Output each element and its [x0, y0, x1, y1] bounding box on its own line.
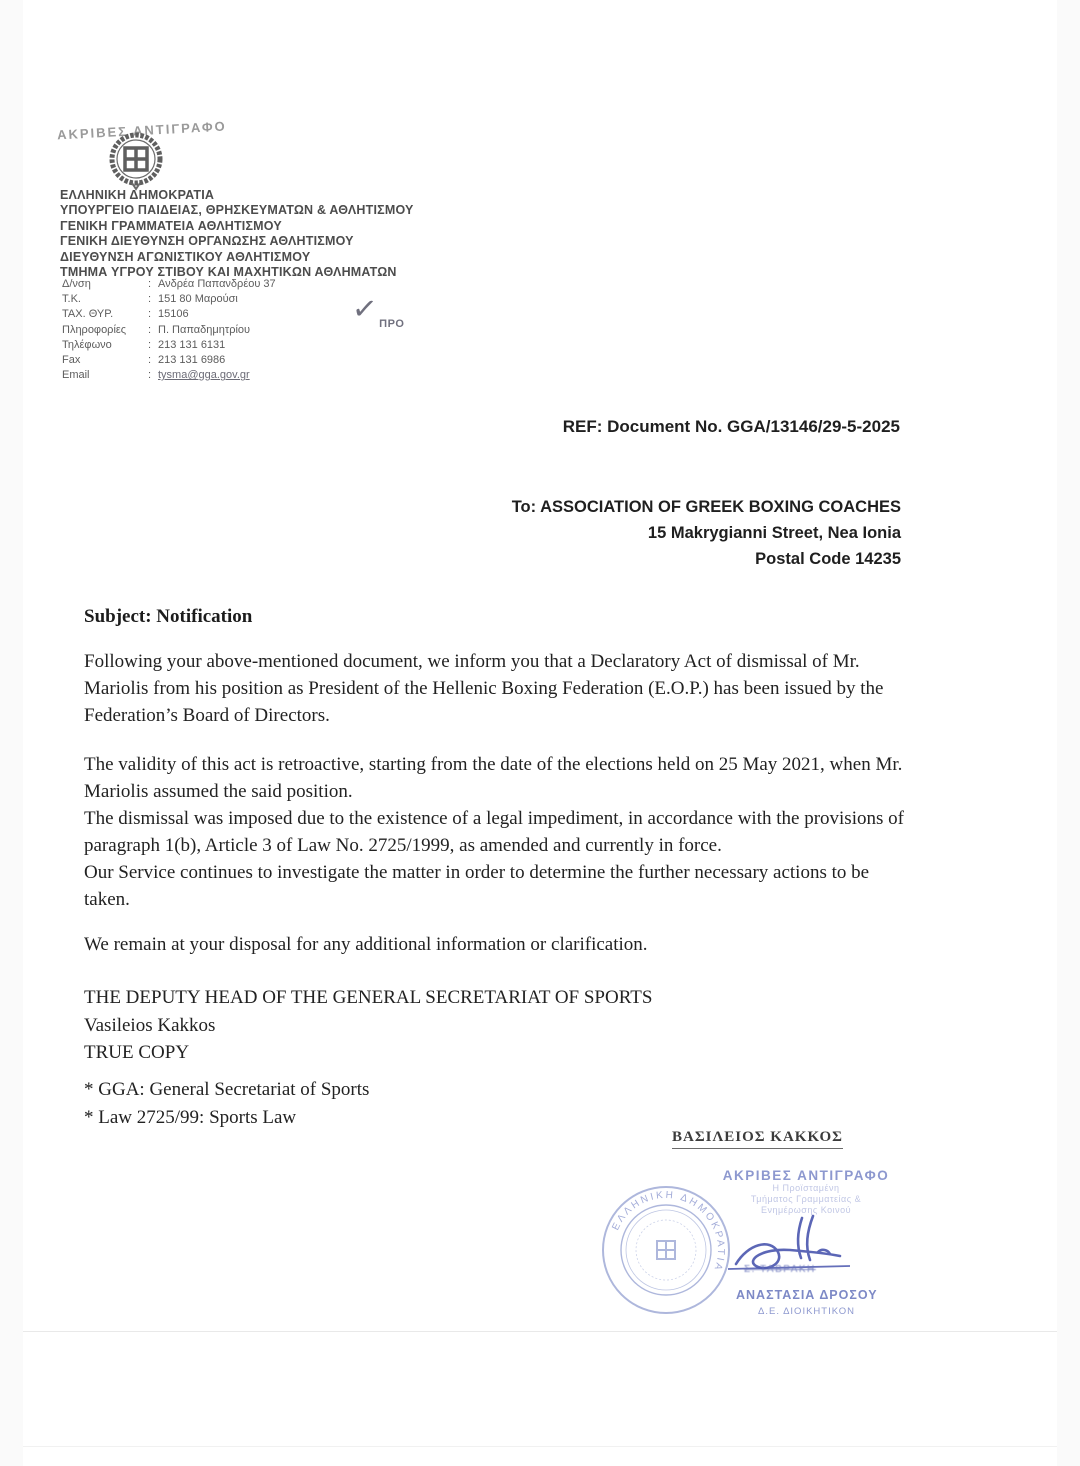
stamp-line: Τμήματος Γραμματείας &: [750, 1194, 862, 1204]
contact-label: ΤΑΧ. ΘΥΡ.: [62, 308, 114, 321]
contact-value: 15106: [158, 308, 189, 321]
scan-artifact-line: [23, 1331, 1057, 1332]
signoff-block: [84, 984, 652, 1067]
signatory-name-caps: ΒΑΣΙΛΕΙΟΣ ΚΑΚΚΟΣ: [672, 1129, 843, 1149]
body-paragraph: Our Service continues to investigate the matter in order to determine the further necessary actions to be taken.: [84, 862, 870, 910]
recipient-line: Postal Code 14235: [755, 549, 901, 568]
footnote: * Law 2725/99: Sports Law: [84, 1106, 297, 1128]
contact-label: Τ.Κ.: [62, 293, 81, 306]
contact-value: Ανδρέα Παπανδρέου 37: [158, 278, 276, 290]
contact-label: Email: [62, 369, 90, 382]
round-official-seal-icon: [596, 1180, 736, 1325]
footnotes: [84, 1076, 369, 1131]
signoff-true-copy: TRUE COPY: [84, 1042, 190, 1063]
certifying-officer-name: ΑΝΑΣΤΑΣΙΑ ΔΡΟΣΟΥ: [736, 1288, 878, 1302]
contact-value: 151 80 Μαρούσι: [158, 293, 238, 306]
struck-through-name: Σ. ΤΑΒΡΑΚΗ: [744, 1264, 816, 1275]
org-line: ΓΕΝΙΚΗ ΓΡΑΜΜΑΤΕΙΑ ΑΘΛΗΤΙΣΜΟΥ: [60, 218, 282, 233]
handwritten-signature: [718, 1212, 868, 1297]
contact-label: Τηλέφωνο: [62, 338, 112, 351]
reference-number: REF: Document No. GGA/13146/29-5-2025: [562, 417, 900, 436]
seal-circular-text: ΕΛΛΗΝΙΚΗ ΔΗΜΟΚΡΑΤΙΑ: [610, 1189, 727, 1274]
recipient-line: To: ASSOCIATION OF GREEK BOXING COACHES: [511, 498, 901, 516]
stamp-line: Ενημέρωσης Κοινού: [760, 1205, 852, 1215]
body-paragraph: Following your above-mentioned document, we inform you that a Declaratory Act of dismissal of Mr. Mariolis from his position as President of the Hellenic Boxing Federation (E.O.P.) has been issued by the Federation’s Board of Directors.: [84, 651, 884, 726]
recipient-line: 15 Makrygianni Street, Nea Ionia: [647, 523, 901, 542]
contact-row: Email : tysma@gga.gov.gr: [62, 368, 276, 383]
contact-row: Δ/νση : Ανδρέα Παπανδρέου 37: [62, 277, 276, 292]
recipient-address: [512, 495, 901, 572]
contact-row: Τ.Κ. : 151 80 Μαρούσι: [62, 292, 276, 307]
signoff-name: Vasileios Kakkos: [84, 1014, 216, 1036]
contact-row: Fax : 213 131 6986: [62, 353, 276, 368]
handwritten-check-annotation: [350, 291, 405, 330]
org-line: ΤΜΗΜΑ ΥΓΡΟΥ ΣΤΙΒΟΥ ΚΑΙ ΜΑΧΗΤΙΚΩΝ ΑΘΛΗΜΑΤΩΝ: [60, 265, 397, 280]
subject-line: Subject: Notification: [84, 606, 253, 627]
contact-value: Π. Παπαδημητρίου: [158, 323, 251, 336]
org-line: ΓΕΝΙΚΗ ΔΙΕΥΘΥΝΣΗ ΟΡΓΑΝΩΣΗΣ ΑΘΛΗΤΙΣΜΟΥ: [60, 234, 354, 249]
contact-details: [62, 277, 276, 383]
contact-label: Fax: [62, 354, 81, 367]
greek-coat-of-arms-icon: [106, 128, 166, 199]
certifying-officer-title: Δ.Ε. ΔΙΟΙΚΗΤΙΚΟΝ: [758, 1306, 856, 1317]
pros-label: ΠΡΟ: [379, 318, 405, 330]
stamp-title: ΑΚΡΙΒΕΣ ΑΝΤΙΓΡΑΦΟ: [722, 1168, 890, 1183]
contact-email-value: tysma@gga.gov.gr: [158, 369, 250, 382]
body-paragraph-group: [84, 751, 917, 913]
scan-artifact-line: [23, 1446, 1057, 1447]
body-paragraph: We remain at your disposal for any additional information or clarification.: [84, 934, 648, 955]
contact-value: 213 131 6131: [158, 338, 226, 351]
org-line: ΔΙΕΥΘΥΝΣΗ ΑΓΩΝΙΣΤΙΚΟΥ ΑΘΛΗΤΙΣΜΟΥ: [60, 249, 311, 264]
contact-row: Πληροφορίες : Π. Παπαδημητρίου: [62, 323, 276, 338]
true-copy-stamp-top: ΑΚΡΙΒΕΣ ΑΝΤΙΓΡΑΦΟ: [56, 118, 228, 143]
stamp-line: Η Προϊσταμένη: [772, 1183, 840, 1193]
org-line: ΕΛΛΗΝΙΚΗ ΔΗΜΟΚΡΑΤΙΑ: [60, 188, 215, 202]
contact-label: Δ/νση: [62, 278, 91, 290]
body-paragraph: The validity of this act is retroactive, starting from the date of the elections held on 25 May 2021, when Mr. Mariolis assumed the said position.: [84, 754, 903, 802]
signoff-title: THE DEPUTY HEAD OF THE GENERAL SECRETARIAT OF SPORTS: [84, 987, 653, 1008]
footnote: * GGA: General Secretariat of Sports: [84, 1079, 370, 1100]
contact-row: ΤΑΧ. ΘΥΡ. : 15106: [62, 307, 276, 322]
org-line: ΥΠΟΥΡΓΕΙΟ ΠΑΙΔΕΙΑΣ, ΘΡΗΣΚΕΥΜΑΤΩΝ & ΑΘΛΗΤΙΣΜΟΥ: [60, 203, 414, 218]
checkmark-icon: ✓: [350, 291, 379, 328]
body-paragraph: The dismissal was imposed due to the existence of a legal impediment, in accordance with the provisions of paragraph 1(b), Article 3 of Law No. 2725/1999, as amended and currently in force.: [84, 808, 904, 856]
contact-value: 213 131 6986: [158, 354, 226, 367]
contact-row: Τηλέφωνο : 213 131 6131: [62, 338, 276, 353]
ministry-header: [60, 188, 414, 280]
contact-label: Πληροφορίες: [62, 323, 127, 336]
